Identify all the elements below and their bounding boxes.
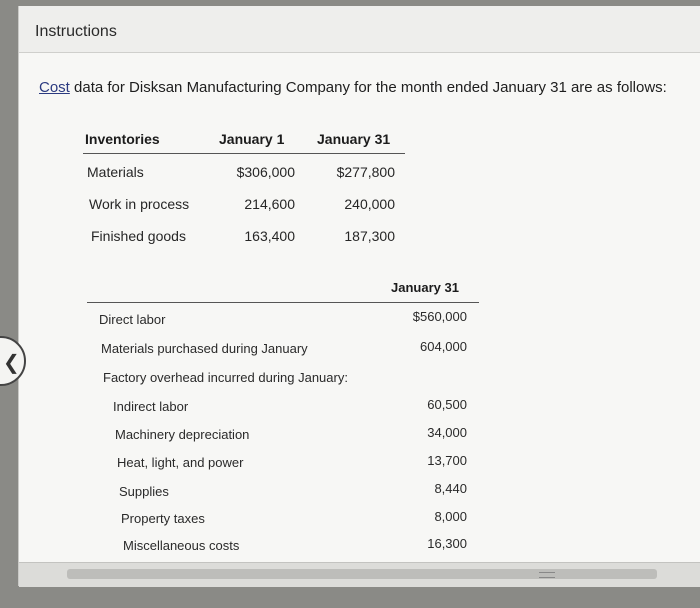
costs-header-rule	[87, 302, 479, 303]
intro-body-text: data for Disksan Manufacturing Company for the month ended January 31 are as follows:	[69, 79, 667, 96]
finished-goods-jan31: 187,300	[344, 228, 395, 244]
property-taxes-value: 8,000	[434, 509, 467, 524]
row-label-factory-overhead: Factory overhead incurred during January:	[103, 370, 348, 385]
row-label-indirect-labor: Indirect labor	[113, 399, 189, 414]
instructions-title: Instructions	[35, 23, 117, 40]
row-label-machinery-depreciation: Machinery depreciation	[115, 427, 250, 442]
row-label-property-taxes: Property taxes	[121, 511, 205, 526]
inventories-header-rule	[83, 153, 405, 154]
inventories-header: Inventories	[85, 131, 160, 147]
supplies-value: 8,440	[434, 481, 467, 496]
instructions-header	[19, 6, 700, 53]
heat-light-power-value: 13,700	[427, 453, 467, 468]
january-31-header: January 31	[317, 131, 391, 147]
materials-jan1: $306,000	[236, 164, 295, 180]
row-label-heat-light-power: Heat, light, and power	[117, 455, 244, 470]
row-label-materials-purchased: Materials purchased during January	[101, 341, 308, 356]
row-label-supplies: Supplies	[119, 484, 169, 499]
finished-goods-jan1: 163,400	[244, 228, 295, 244]
row-label-miscellaneous-costs: Miscellaneous costs	[123, 538, 240, 553]
scrollbar-grip-icon	[539, 572, 555, 578]
chevron-left-icon: ❮	[3, 350, 20, 374]
direct-labor-value: $560,000	[412, 309, 467, 324]
materials-purchased-value: 604,000	[420, 339, 467, 354]
costs-january-31-header: January 31	[391, 280, 459, 295]
miscellaneous-costs-value: 16,300	[427, 536, 467, 551]
materials-jan31: $277,800	[336, 164, 395, 180]
row-label-direct-labor: Direct labor	[99, 312, 166, 327]
row-label-finished-goods: Finished goods	[91, 228, 186, 244]
indirect-labor-value: 60,500	[427, 397, 467, 412]
row-label-materials: Materials	[87, 164, 144, 180]
instructions-panel	[18, 6, 700, 586]
january-1-header: January 1	[219, 131, 285, 147]
intro-text	[39, 79, 667, 96]
machinery-depreciation-value: 34,000	[427, 425, 467, 440]
cost-glossary-link[interactable]: Cost	[39, 79, 70, 96]
wip-jan1: 214,600	[244, 196, 295, 212]
row-label-work-in-process: Work in process	[89, 196, 190, 212]
scrollbar-thumb[interactable]	[67, 569, 657, 579]
wip-jan31: 240,000	[344, 196, 395, 212]
horizontal-scrollbar[interactable]	[19, 562, 700, 587]
